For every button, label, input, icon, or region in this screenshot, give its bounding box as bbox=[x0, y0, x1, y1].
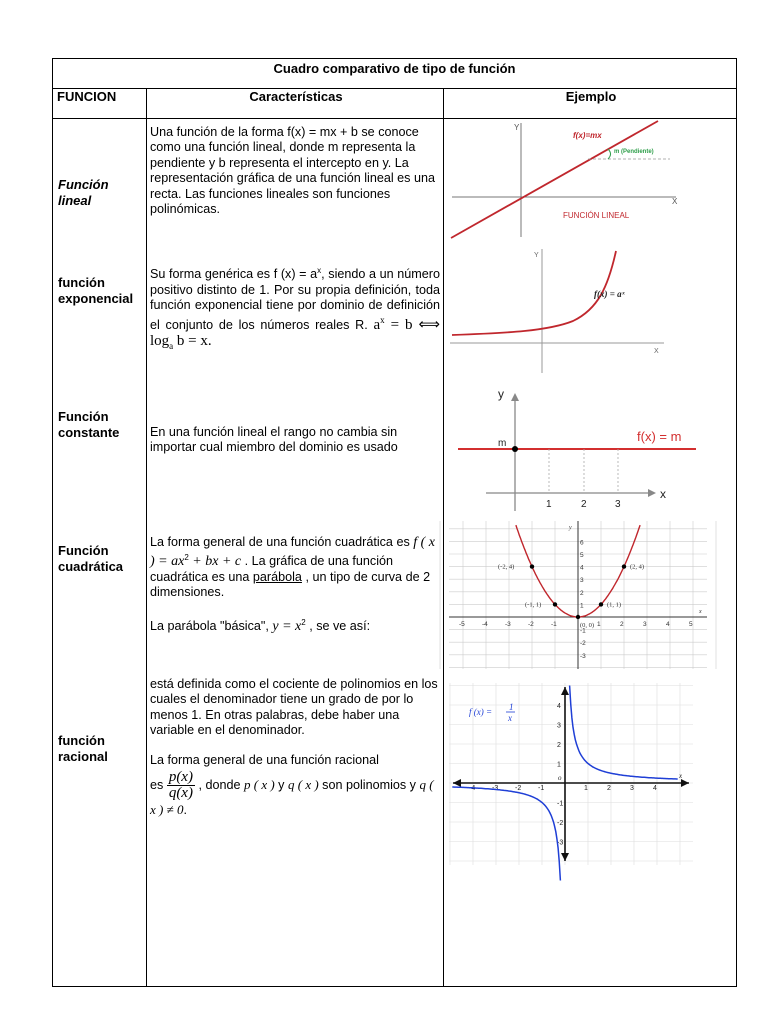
y-axis-label: Y bbox=[534, 252, 539, 259]
math-text: q ( x ) bbox=[287, 777, 319, 793]
x-axis-label: x bbox=[660, 487, 666, 501]
x-tick-label: -4 bbox=[469, 785, 476, 792]
paragraph bbox=[150, 615, 440, 635]
point-label: (-1, 1) bbox=[525, 601, 542, 609]
intercept-point bbox=[512, 446, 518, 452]
math-text: + bx + c bbox=[188, 554, 242, 570]
description-text: y bbox=[274, 778, 288, 793]
y-tick-label: 4 bbox=[557, 703, 561, 710]
y-tick-label: -3 bbox=[557, 839, 564, 847]
y-tick-label: 3 bbox=[580, 577, 584, 585]
math-text: a bbox=[373, 317, 381, 334]
x-axis-label: x bbox=[699, 609, 702, 615]
x-tick-label: 3 bbox=[615, 499, 621, 510]
graph-caption: FUNCIÓN LINEAL bbox=[563, 211, 630, 220]
comparison-table bbox=[52, 58, 737, 987]
y-tick-label: 4 bbox=[580, 564, 584, 572]
y-tick-label: 2 bbox=[557, 742, 561, 749]
point-label: (-2, 4) bbox=[498, 563, 515, 571]
description-text: . La gráfica de una función cuadrática es una bbox=[150, 554, 394, 584]
exponent: 2 bbox=[301, 617, 306, 627]
math-text: f ( x ) = ax bbox=[150, 535, 436, 570]
y-tick-label: -2 bbox=[557, 820, 564, 827]
header-funcion: FUNCION bbox=[57, 89, 117, 104]
table-title: Cuadro comparativo de tipo de función bbox=[53, 59, 736, 89]
row-description bbox=[150, 677, 440, 818]
row-name: función exponencial bbox=[58, 275, 134, 306]
fraction-numerator: p(x) bbox=[168, 769, 193, 786]
row-description bbox=[150, 535, 440, 634]
function-label: f(x) = aˣ bbox=[594, 289, 625, 299]
y-tick-label: -2 bbox=[580, 640, 586, 648]
x-tick-label: -3 bbox=[505, 621, 511, 628]
table-row bbox=[53, 247, 736, 377]
function-label: f(x) = m bbox=[637, 429, 682, 444]
table-row bbox=[53, 521, 736, 671]
row-description: Una función de la forma f(x) = mx + b se conoce como una función lineal, donde m representa la pendiente y b representa el intercepto en y. La representación gráfica de una función lineal es una recta. Las funciones lineales son funciones polinómicas. bbox=[150, 125, 435, 217]
row-description: En una función lineal el rango no cambia sin importar cual miembro del dominio es usado bbox=[150, 425, 398, 455]
math-text: = b ⟺ log bbox=[150, 317, 440, 349]
y-axis-down-arrow-icon bbox=[561, 853, 569, 861]
x-axis-label: X bbox=[654, 348, 659, 355]
x-tick-label: 3 bbox=[630, 785, 634, 792]
fraction-denominator: q(x) bbox=[168, 785, 193, 802]
description-text: son polinomios y bbox=[318, 778, 420, 793]
x-tick-label: -1 bbox=[538, 785, 545, 792]
x-tick-label: -2 bbox=[528, 621, 534, 628]
data-point bbox=[553, 602, 557, 606]
row-name: Función lineal bbox=[58, 177, 109, 208]
x-tick-label: -4 bbox=[482, 621, 488, 628]
x-axis-label: X bbox=[672, 197, 678, 206]
parabola-link[interactable]: parábola bbox=[252, 570, 302, 584]
slope-arc bbox=[608, 149, 611, 159]
y-tick-label: 1 bbox=[557, 761, 561, 769]
math-text: q ( x ) ≠ 0 bbox=[150, 777, 434, 817]
exponential-curve bbox=[452, 251, 616, 335]
math-text: b = x. bbox=[173, 332, 212, 349]
x-tick-label: 2 bbox=[620, 621, 624, 628]
paragraph: La forma general de una función racional bbox=[150, 752, 379, 767]
y-axis-label: y bbox=[569, 525, 572, 531]
header-caracteristicas: Características bbox=[249, 89, 343, 104]
paragraph bbox=[150, 770, 440, 818]
exponential-function-graph bbox=[448, 247, 666, 375]
linear-function-graph bbox=[448, 121, 678, 239]
origin-label: o bbox=[558, 774, 562, 782]
x-tick-label: 4 bbox=[666, 621, 670, 628]
y-tick-label: 2 bbox=[580, 589, 584, 597]
function-label-numerator: 1 bbox=[509, 702, 514, 712]
x-axis-label: x bbox=[679, 772, 683, 780]
math-text: p ( x ) bbox=[244, 777, 275, 793]
x-tick-label: 1 bbox=[546, 499, 552, 510]
header-ejemplo: Ejemplo bbox=[565, 89, 617, 104]
x-axis-right-arrow-icon bbox=[681, 779, 689, 787]
y-tick-label: 5 bbox=[580, 552, 584, 559]
description-text: , un tipo de curva de 2 dimensiones. bbox=[150, 570, 431, 600]
row-name: Función cuadrática bbox=[58, 543, 124, 574]
description-text: , siendo a un número positivo distinto de 1. Por su propia definición, toda función exponencial tiene por dominio de definición el conjunto de los números reales R. bbox=[150, 267, 440, 333]
description-text: , se ve así: bbox=[305, 619, 371, 633]
table-row bbox=[53, 121, 736, 241]
rational-fraction bbox=[167, 770, 195, 802]
exponent: 2 bbox=[184, 553, 189, 563]
table-header-row bbox=[53, 89, 736, 119]
description-text: La forma general de una función cuadrática es bbox=[150, 535, 414, 549]
x-tick-label: 1 bbox=[597, 621, 601, 628]
function-label-lhs: f (x) = bbox=[469, 707, 493, 717]
x-tick-label: 2 bbox=[581, 499, 587, 510]
x-tick-label: 5 bbox=[689, 621, 693, 628]
x-axis-left-arrow-icon bbox=[453, 779, 461, 787]
y-axis-up-arrow-icon bbox=[561, 687, 569, 695]
description-text: , donde bbox=[194, 778, 244, 793]
x-tick-label: 3 bbox=[643, 621, 647, 628]
row-description bbox=[150, 263, 440, 354]
row-name: función racional bbox=[58, 733, 108, 764]
linear-line bbox=[451, 121, 658, 238]
data-point bbox=[530, 564, 534, 568]
quadratic-function-graph bbox=[449, 521, 707, 669]
y-tick-label: -1 bbox=[557, 800, 564, 808]
x-tick-label: -5 bbox=[459, 621, 465, 628]
slope-label: m (Pendiente) bbox=[614, 149, 654, 155]
rational-function-graph bbox=[449, 683, 693, 865]
description-text: Su forma genérica es f (x) = a bbox=[150, 267, 318, 282]
x-tick-label: -3 bbox=[492, 785, 499, 792]
paragraph: está definida como el cociente de polinomios en los cuales el denominador tiene un grado de por lo menos 1. En otras palabras, debe haber una variable en el denominador. bbox=[150, 677, 438, 738]
x-tick-label: 4 bbox=[653, 785, 657, 792]
y-tick-label: 1 bbox=[580, 602, 584, 610]
y-tick-label: 6 bbox=[580, 539, 584, 547]
x-tick-label: 1 bbox=[584, 785, 588, 792]
data-point bbox=[622, 564, 626, 568]
description-text: La parábola "básica", bbox=[150, 619, 273, 633]
point-label: (1, 1) bbox=[607, 601, 622, 609]
point-label: (0, 0) bbox=[580, 622, 595, 629]
x-tick-label: 2 bbox=[607, 785, 611, 792]
function-label: f(x)=mx bbox=[573, 131, 602, 140]
math-text: y = x bbox=[272, 619, 302, 634]
function-label-denominator: x bbox=[508, 713, 512, 723]
math-exponent: x bbox=[380, 315, 385, 326]
y-tick-label: -3 bbox=[580, 652, 586, 660]
y-tick-label: 3 bbox=[557, 722, 561, 730]
table-row bbox=[53, 673, 736, 983]
description-text: . bbox=[183, 802, 187, 817]
y-axis-label: y bbox=[498, 387, 504, 401]
description-text: es bbox=[150, 778, 167, 793]
y-axis-arrow-icon bbox=[511, 393, 519, 401]
m-label: m bbox=[498, 438, 507, 449]
x-tick-label: -1 bbox=[551, 621, 557, 628]
row-name: Función constante bbox=[58, 409, 120, 440]
x-tick-label: -2 bbox=[515, 785, 522, 792]
rational-curve-positive bbox=[570, 686, 678, 780]
rational-curve-negative bbox=[452, 787, 560, 881]
data-point bbox=[576, 615, 580, 619]
x-axis-arrow-icon bbox=[648, 489, 656, 497]
math-subscript: a bbox=[169, 340, 174, 351]
data-point bbox=[599, 602, 603, 606]
point-label: (2, 4) bbox=[630, 563, 645, 571]
y-tick-label: -1 bbox=[580, 627, 586, 635]
table-row bbox=[53, 383, 736, 513]
exponent: x bbox=[317, 266, 322, 275]
constant-function-graph bbox=[448, 383, 698, 511]
y-axis-label: Y bbox=[514, 123, 520, 132]
paragraph bbox=[150, 535, 440, 601]
